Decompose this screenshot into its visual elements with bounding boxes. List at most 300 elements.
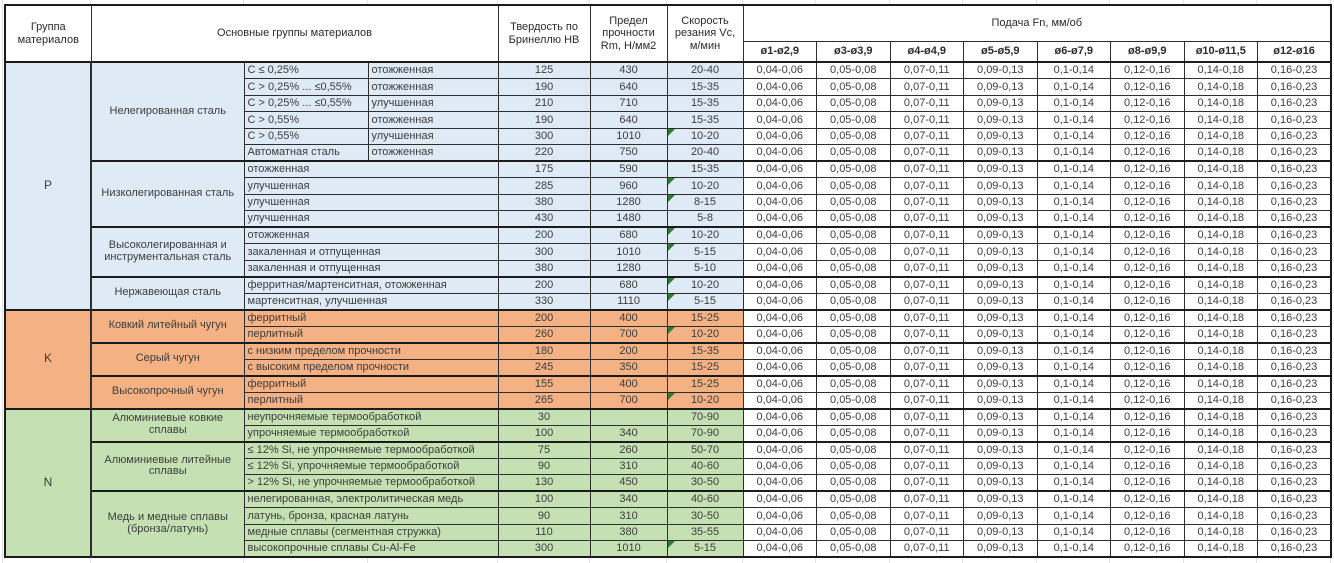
material-category-cell: Высокопрочный чугун: [91, 376, 244, 409]
feed-cell: 0,12-0,16: [1111, 392, 1185, 409]
feed-cell: 0,1-0,14: [1037, 326, 1111, 343]
feed-cell: 0,05-0,08: [817, 260, 891, 277]
material-desc-cell: закаленная и отпущенная: [244, 244, 498, 261]
feed-cell: 0,05-0,08: [817, 62, 891, 79]
feed-cell: 0,09-0,13: [964, 95, 1038, 112]
feed-cell: 0,07-0,11: [890, 491, 964, 508]
feed-cell: 0,12-0,16: [1111, 508, 1185, 525]
material-desc-cell: C ≤ 0,25%: [244, 62, 368, 79]
feed-cell: 0,04-0,06: [743, 145, 817, 162]
feed-cell: 0,05-0,08: [817, 79, 891, 96]
material-desc-cell: ≤ 12% Si, упрочняемые термообработкой: [244, 458, 498, 475]
material-desc-cell: улучшенная: [368, 95, 498, 112]
feed-cell: 0,04-0,06: [743, 475, 817, 492]
strength-cell: 710: [590, 95, 667, 112]
feed-cell: 0,16-0,23: [1258, 392, 1332, 409]
header-material-group: Группа материалов: [5, 5, 91, 62]
feed-cell: 0,05-0,08: [817, 112, 891, 129]
cutting-speed-cell: 15-35: [667, 343, 743, 360]
hardness-cell: 130: [498, 475, 590, 492]
feed-cell: 0,1-0,14: [1037, 310, 1111, 327]
hardness-cell: 190: [498, 112, 590, 129]
hardness-cell: 430: [498, 211, 590, 228]
hardness-cell: 180: [498, 343, 590, 360]
feed-cell: 0,07-0,11: [890, 260, 964, 277]
hardness-cell: 330: [498, 293, 590, 310]
feed-cell: 0,07-0,11: [890, 194, 964, 211]
strength-cell: 450: [590, 475, 667, 492]
hardness-cell: 100: [498, 425, 590, 442]
feed-cell: 0,04-0,06: [743, 211, 817, 228]
feed-cell: 0,16-0,23: [1258, 293, 1332, 310]
feed-cell: 0,12-0,16: [1111, 227, 1185, 244]
feed-cell: 0,04-0,06: [743, 112, 817, 129]
table-row: [5, 376, 1331, 393]
strength-cell: 960: [590, 178, 667, 195]
feed-cell: 0,07-0,11: [890, 442, 964, 459]
feed-cell: 0,1-0,14: [1037, 211, 1111, 228]
cutting-speed-cell: 70-90: [667, 409, 743, 426]
material-desc-cell: C > 0,55%: [244, 112, 368, 129]
feed-cell: 0,1-0,14: [1037, 425, 1111, 442]
feed-cell: 0,07-0,11: [890, 409, 964, 426]
note-marker-icon: [668, 195, 675, 202]
feed-cell: 0,16-0,23: [1258, 442, 1332, 459]
material-desc-cell: улучшенная: [244, 211, 498, 228]
feed-cell: 0,14-0,18: [1184, 293, 1258, 310]
feed-cell: 0,04-0,06: [743, 425, 817, 442]
feed-cell: 0,14-0,18: [1184, 326, 1258, 343]
cutting-speed-cell: 30-50: [667, 508, 743, 525]
feed-cell: 0,04-0,06: [743, 79, 817, 96]
feed-cell: 0,14-0,18: [1184, 128, 1258, 145]
feed-cell: 0,07-0,11: [890, 392, 964, 409]
cutting-speed-cell: 30-50: [667, 475, 743, 492]
hardness-cell: 90: [498, 458, 590, 475]
material-category-cell: Нержавеющая сталь: [91, 277, 244, 310]
feed-cell: 0,14-0,18: [1184, 178, 1258, 195]
feed-cell: 0,1-0,14: [1037, 475, 1111, 492]
hardness-cell: 210: [498, 95, 590, 112]
header-feed-range: ø1-ø2,9: [743, 42, 817, 63]
feed-cell: 0,14-0,18: [1184, 491, 1258, 508]
feed-cell: 0,14-0,18: [1184, 244, 1258, 261]
hardness-cell: 260: [498, 326, 590, 343]
feed-cell: 0,12-0,16: [1111, 458, 1185, 475]
feed-cell: 0,12-0,16: [1111, 211, 1185, 228]
feed-cell: 0,04-0,06: [743, 260, 817, 277]
table-row: [5, 227, 1331, 244]
material-desc-cell: отожженная: [368, 62, 498, 79]
feed-cell: 0,05-0,08: [817, 178, 891, 195]
feed-cell: 0,16-0,23: [1258, 491, 1332, 508]
feed-cell: 0,16-0,23: [1258, 95, 1332, 112]
feed-cell: 0,14-0,18: [1184, 227, 1258, 244]
cutting-speed-cell: 20-40: [667, 62, 743, 79]
strength-cell: 340: [590, 425, 667, 442]
feed-cell: 0,04-0,06: [743, 161, 817, 178]
hardness-cell: 30: [498, 409, 590, 426]
strength-cell: 400: [590, 310, 667, 327]
feed-cell: 0,16-0,23: [1258, 211, 1332, 228]
material-desc-cell: улучшенная: [368, 128, 498, 145]
feed-cell: 0,09-0,13: [964, 178, 1038, 195]
feed-cell: 0,05-0,08: [817, 491, 891, 508]
cutting-speed-cell: 20-40: [667, 145, 743, 162]
feed-cell: 0,16-0,23: [1258, 541, 1332, 558]
feed-cell: 0,14-0,18: [1184, 310, 1258, 327]
hardness-cell: 90: [498, 508, 590, 525]
feed-cell: 0,16-0,23: [1258, 277, 1332, 294]
feed-cell: 0,05-0,08: [817, 145, 891, 162]
feed-cell: 0,16-0,23: [1258, 79, 1332, 96]
cutting-speed-cell: 10-20: [667, 392, 743, 409]
feed-cell: 0,05-0,08: [817, 541, 891, 558]
feed-cell: 0,14-0,18: [1184, 194, 1258, 211]
material-desc-cell: C > 0,25% ... ≤0,55%: [244, 95, 368, 112]
feed-cell: 0,1-0,14: [1037, 541, 1111, 558]
feed-cell: 0,14-0,18: [1184, 376, 1258, 393]
feed-cell: 0,05-0,08: [817, 392, 891, 409]
hardness-cell: 380: [498, 260, 590, 277]
feed-cell: 0,09-0,13: [964, 145, 1038, 162]
feed-cell: 0,1-0,14: [1037, 128, 1111, 145]
table-row: [5, 277, 1331, 294]
feed-cell: 0,1-0,14: [1037, 491, 1111, 508]
feed-cell: 0,1-0,14: [1037, 194, 1111, 211]
strength-cell: 340: [590, 491, 667, 508]
strength-cell: 700: [590, 392, 667, 409]
hardness-cell: 110: [498, 524, 590, 541]
feed-cell: 0,12-0,16: [1111, 310, 1185, 327]
feed-cell: 0,12-0,16: [1111, 260, 1185, 277]
cutting-speed-cell: 15-25: [667, 310, 743, 327]
feed-cell: 0,12-0,16: [1111, 326, 1185, 343]
feed-cell: 0,14-0,18: [1184, 359, 1258, 376]
material-desc-cell: мартенситная, улучшенная: [244, 293, 498, 310]
feed-cell: 0,14-0,18: [1184, 475, 1258, 492]
feed-cell: 0,1-0,14: [1037, 508, 1111, 525]
feed-cell: 0,14-0,18: [1184, 343, 1258, 360]
feed-cell: 0,14-0,18: [1184, 442, 1258, 459]
feed-cell: 0,16-0,23: [1258, 524, 1332, 541]
feed-cell: 0,16-0,23: [1258, 244, 1332, 261]
strength-cell: 430: [590, 62, 667, 79]
header-feed-range: ø12-ø16: [1258, 42, 1332, 63]
material-desc-cell: ≤ 12% Si, не упрочняемые термообработкой: [244, 442, 498, 459]
feed-cell: 0,04-0,06: [743, 442, 817, 459]
feed-cell: 0,09-0,13: [964, 359, 1038, 376]
material-desc-cell: неупрочняемые термообработкой: [244, 409, 498, 426]
feed-cell: 0,07-0,11: [890, 310, 964, 327]
feed-cell: 0,16-0,23: [1258, 508, 1332, 525]
hardness-cell: 125: [498, 62, 590, 79]
hardness-cell: 300: [498, 541, 590, 558]
feed-cell: 0,05-0,08: [817, 475, 891, 492]
feed-cell: 0,16-0,23: [1258, 145, 1332, 162]
feed-cell: 0,1-0,14: [1037, 145, 1111, 162]
feed-cell: 0,04-0,06: [743, 491, 817, 508]
table-row: [5, 161, 1331, 178]
feed-cell: 0,14-0,18: [1184, 409, 1258, 426]
feed-cell: 0,12-0,16: [1111, 491, 1185, 508]
header-materials: Основные группы материалов: [91, 5, 498, 62]
feed-cell: 0,1-0,14: [1037, 244, 1111, 261]
feed-cell: 0,07-0,11: [890, 326, 964, 343]
cutting-speed-cell: 5-15: [667, 293, 743, 310]
strength-cell: 350: [590, 359, 667, 376]
table-row: [5, 343, 1331, 360]
feed-cell: 0,04-0,06: [743, 227, 817, 244]
feed-cell: 0,09-0,13: [964, 310, 1038, 327]
feed-cell: 0,12-0,16: [1111, 112, 1185, 129]
feed-cell: 0,16-0,23: [1258, 178, 1332, 195]
hardness-cell: 75: [498, 442, 590, 459]
feed-cell: 0,09-0,13: [964, 62, 1038, 79]
material-category-cell: Низколегированная сталь: [91, 161, 244, 227]
hardness-cell: 300: [498, 128, 590, 145]
feed-cell: 0,07-0,11: [890, 458, 964, 475]
feed-cell: 0,07-0,11: [890, 79, 964, 96]
material-desc-cell: отожженная: [244, 227, 498, 244]
feed-cell: 0,09-0,13: [964, 376, 1038, 393]
feed-cell: 0,12-0,16: [1111, 293, 1185, 310]
feed-cell: 0,16-0,23: [1258, 112, 1332, 129]
material-desc-cell: Автоматная сталь: [244, 145, 368, 162]
feed-cell: 0,12-0,16: [1111, 79, 1185, 96]
feed-cell: 0,1-0,14: [1037, 95, 1111, 112]
header-feed-range: ø5-ø5,9: [964, 42, 1038, 63]
material-desc-cell: с высоким пределом прочности: [244, 359, 498, 376]
material-desc-cell: перлитный: [244, 326, 498, 343]
header-feed-range: ø10-ø11,5: [1184, 42, 1258, 63]
strength-cell: 1280: [590, 260, 667, 277]
feed-cell: 0,07-0,11: [890, 178, 964, 195]
hardness-cell: 245: [498, 359, 590, 376]
feed-cell: 0,12-0,16: [1111, 178, 1185, 195]
feed-cell: 0,04-0,06: [743, 392, 817, 409]
cutting-speed-cell: 35-55: [667, 524, 743, 541]
feed-cell: 0,05-0,08: [817, 343, 891, 360]
strength-cell: 1010: [590, 541, 667, 558]
header-strength: Предел прочности Rm, Н/мм2: [590, 5, 667, 62]
feed-cell: 0,1-0,14: [1037, 79, 1111, 96]
feed-cell: 0,1-0,14: [1037, 524, 1111, 541]
feed-cell: 0,09-0,13: [964, 409, 1038, 426]
material-category-cell: Серый чугун: [91, 343, 244, 376]
feed-cell: 0,09-0,13: [964, 194, 1038, 211]
strength-cell: 1010: [590, 128, 667, 145]
cutting-speed-cell: 5-15: [667, 541, 743, 558]
material-desc-cell: отожженная: [244, 161, 498, 178]
cutting-speed-cell: 40-60: [667, 491, 743, 508]
feed-cell: 0,07-0,11: [890, 508, 964, 525]
feed-cell: 0,09-0,13: [964, 161, 1038, 178]
feed-cell: 0,14-0,18: [1184, 260, 1258, 277]
feed-cell: 0,16-0,23: [1258, 194, 1332, 211]
feed-cell: 0,12-0,16: [1111, 277, 1185, 294]
feed-cell: 0,04-0,06: [743, 376, 817, 393]
feed-cell: 0,1-0,14: [1037, 112, 1111, 129]
feed-cell: 0,07-0,11: [890, 376, 964, 393]
header-feed-range: ø8-ø9,9: [1111, 42, 1185, 63]
feed-cell: 0,14-0,18: [1184, 392, 1258, 409]
header-feed-range: ø6-ø7,9: [1037, 42, 1111, 63]
feed-cell: 0,07-0,11: [890, 343, 964, 360]
feed-cell: 0,09-0,13: [964, 425, 1038, 442]
feed-cell: 0,1-0,14: [1037, 178, 1111, 195]
feed-cell: 0,09-0,13: [964, 392, 1038, 409]
material-desc-cell: C > 0,25% ... ≤0,55%: [244, 79, 368, 96]
material-desc-cell: улучшенная: [244, 194, 498, 211]
strength-cell: 640: [590, 79, 667, 96]
feed-cell: 0,07-0,11: [890, 293, 964, 310]
feed-cell: 0,04-0,06: [743, 508, 817, 525]
cutting-data-table: [4, 4, 1332, 558]
strength-cell: 700: [590, 326, 667, 343]
feed-cell: 0,09-0,13: [964, 524, 1038, 541]
feed-cell: 0,04-0,06: [743, 178, 817, 195]
note-marker-icon: [668, 244, 675, 251]
feed-cell: 0,07-0,11: [890, 541, 964, 558]
feed-cell: 0,16-0,23: [1258, 425, 1332, 442]
feed-cell: 0,04-0,06: [743, 194, 817, 211]
feed-cell: 0,12-0,16: [1111, 475, 1185, 492]
strength-cell: 750: [590, 145, 667, 162]
feed-cell: 0,09-0,13: [964, 458, 1038, 475]
feed-cell: 0,14-0,18: [1184, 211, 1258, 228]
strength-cell: 310: [590, 458, 667, 475]
header-hardness: Твердость по Бринеллю HB: [498, 5, 590, 62]
feed-cell: 0,04-0,06: [743, 244, 817, 261]
feed-cell: 0,1-0,14: [1037, 260, 1111, 277]
feed-cell: 0,1-0,14: [1037, 442, 1111, 459]
header-feed-range: ø3-ø3,9: [817, 42, 891, 63]
feed-cell: 0,05-0,08: [817, 376, 891, 393]
header-feed: Подача Fn, мм/об: [743, 5, 1331, 42]
feed-cell: 0,1-0,14: [1037, 458, 1111, 475]
feed-cell: 0,12-0,16: [1111, 62, 1185, 79]
table-row: [5, 310, 1331, 327]
feed-cell: 0,1-0,14: [1037, 343, 1111, 360]
feed-cell: 0,09-0,13: [964, 211, 1038, 228]
feed-cell: 0,07-0,11: [890, 128, 964, 145]
note-marker-icon: [668, 228, 675, 235]
feed-cell: 0,04-0,06: [743, 293, 817, 310]
feed-cell: 0,09-0,13: [964, 326, 1038, 343]
cutting-speed-cell: 10-20: [667, 277, 743, 294]
feed-cell: 0,05-0,08: [817, 194, 891, 211]
material-desc-cell: нелегированная, электролитическая медь: [244, 491, 498, 508]
feed-cell: 0,14-0,18: [1184, 95, 1258, 112]
strength-cell: 400: [590, 376, 667, 393]
cutting-speed-cell: 10-20: [667, 326, 743, 343]
feed-cell: 0,07-0,11: [890, 95, 964, 112]
feed-cell: 0,07-0,11: [890, 425, 964, 442]
hardness-cell: 200: [498, 227, 590, 244]
feed-cell: 0,1-0,14: [1037, 161, 1111, 178]
feed-cell: 0,09-0,13: [964, 541, 1038, 558]
material-category-cell: Медь и медные сплавы (бронза/латунь): [91, 491, 244, 557]
hardness-cell: 200: [498, 277, 590, 294]
feed-cell: 0,05-0,08: [817, 128, 891, 145]
feed-cell: 0,09-0,13: [964, 343, 1038, 360]
table-body: [5, 62, 1331, 557]
feed-cell: 0,09-0,13: [964, 277, 1038, 294]
hardness-cell: 265: [498, 392, 590, 409]
feed-cell: 0,16-0,23: [1258, 326, 1332, 343]
feed-cell: 0,05-0,08: [817, 359, 891, 376]
hardness-cell: 100: [498, 491, 590, 508]
feed-cell: 0,09-0,13: [964, 128, 1038, 145]
material-group-cell: K: [5, 310, 91, 409]
feed-cell: 0,14-0,18: [1184, 508, 1258, 525]
feed-cell: 0,05-0,08: [817, 244, 891, 261]
cutting-speed-cell: 10-20: [667, 128, 743, 145]
material-desc-cell: закаленная и отпущенная: [244, 260, 498, 277]
feed-cell: 0,04-0,06: [743, 409, 817, 426]
hardness-cell: 175: [498, 161, 590, 178]
feed-cell: 0,05-0,08: [817, 310, 891, 327]
feed-cell: 0,07-0,11: [890, 227, 964, 244]
feed-cell: 0,14-0,18: [1184, 145, 1258, 162]
cutting-speed-cell: 70-90: [667, 425, 743, 442]
material-desc-cell: C > 0,55%: [244, 128, 368, 145]
feed-cell: 0,12-0,16: [1111, 442, 1185, 459]
feed-cell: 0,07-0,11: [890, 211, 964, 228]
material-group-cell: P: [5, 62, 91, 310]
table-row: [5, 62, 1331, 79]
feed-cell: 0,04-0,06: [743, 95, 817, 112]
feed-cell: 0,16-0,23: [1258, 161, 1332, 178]
material-desc-cell: с низким пределом прочности: [244, 343, 498, 360]
material-category-cell: Алюминиевые литейные сплавы: [91, 442, 244, 492]
material-desc-cell: отожженная: [368, 145, 498, 162]
hardness-cell: 155: [498, 376, 590, 393]
feed-cell: 0,14-0,18: [1184, 79, 1258, 96]
feed-cell: 0,05-0,08: [817, 326, 891, 343]
feed-cell: 0,09-0,13: [964, 79, 1038, 96]
material-desc-cell: > 12% Si, не упрочняемые термообработкой: [244, 475, 498, 492]
feed-cell: 0,09-0,13: [964, 244, 1038, 261]
feed-cell: 0,14-0,18: [1184, 161, 1258, 178]
feed-cell: 0,1-0,14: [1037, 293, 1111, 310]
material-desc-cell: отожженная: [368, 112, 498, 129]
feed-cell: 0,14-0,18: [1184, 112, 1258, 129]
hardness-cell: 380: [498, 194, 590, 211]
material-category-cell: Высоколегированная и инструментальная сталь: [91, 227, 244, 277]
material-category-cell: Нелегированная сталь: [91, 62, 244, 161]
feed-cell: 0,07-0,11: [890, 112, 964, 129]
cutting-speed-cell: 5-10: [667, 260, 743, 277]
feed-cell: 0,04-0,06: [743, 128, 817, 145]
feed-cell: 0,1-0,14: [1037, 359, 1111, 376]
feed-cell: 0,04-0,06: [743, 359, 817, 376]
strength-cell: [590, 409, 667, 426]
strength-cell: 640: [590, 112, 667, 129]
feed-cell: 0,05-0,08: [817, 161, 891, 178]
table-row: [5, 491, 1331, 508]
feed-cell: 0,12-0,16: [1111, 524, 1185, 541]
hardness-cell: 300: [498, 244, 590, 261]
material-desc-cell: ферритный: [244, 376, 498, 393]
strength-cell: 200: [590, 343, 667, 360]
feed-cell: 0,05-0,08: [817, 524, 891, 541]
strength-cell: 680: [590, 277, 667, 294]
strength-cell: 590: [590, 161, 667, 178]
cutting-speed-cell: 15-35: [667, 95, 743, 112]
feed-cell: 0,14-0,18: [1184, 425, 1258, 442]
